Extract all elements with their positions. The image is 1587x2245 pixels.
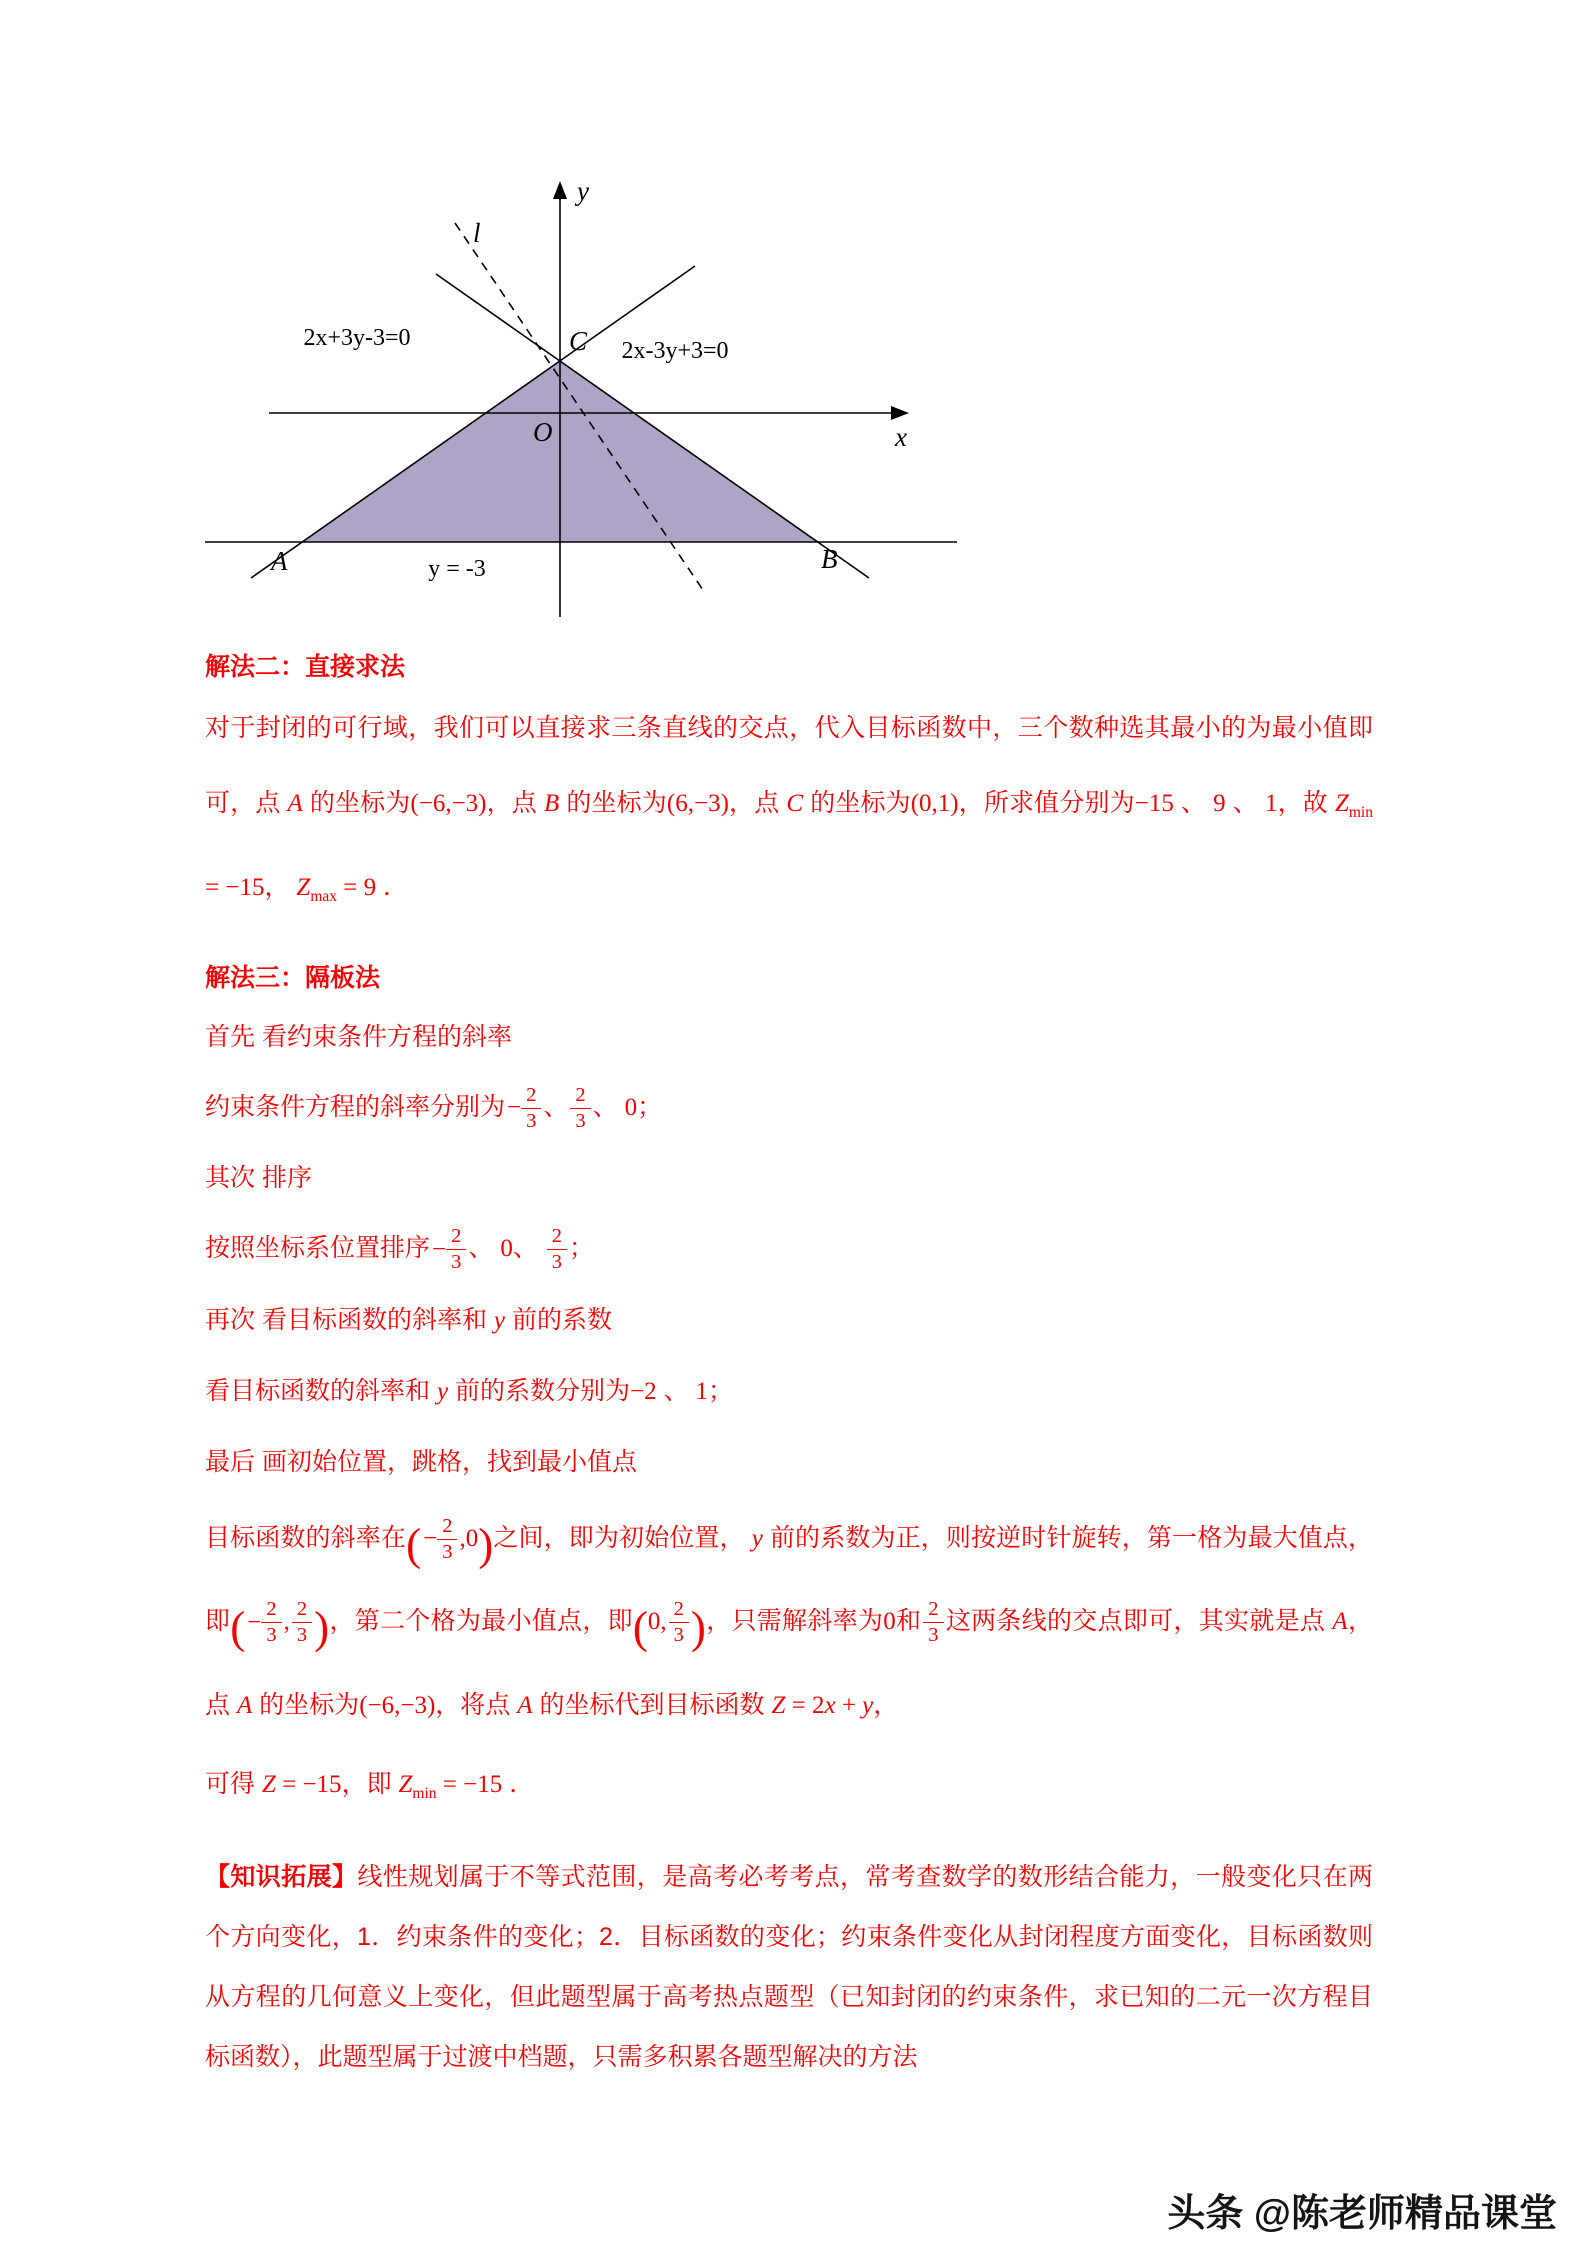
fraction: $\frac{2}{3}$ [923, 1598, 943, 1647]
math-var: B [544, 790, 560, 817]
text-run: 可得 [205, 1769, 262, 1798]
paragraph-knowledge-expansion [205, 1847, 1373, 2087]
big-paren: ( [406, 1519, 422, 1570]
equation-left-label: 2x+3y-3=0 [303, 325, 411, 351]
math-var: A [517, 1691, 533, 1719]
coordinate-plot [205, 168, 965, 623]
fraction: − $\frac{2}{3}$ [507, 1073, 541, 1143]
text-run: 约束条件方程的斜率分别为 [205, 1093, 506, 1121]
text-run: 再次 看目标函数的斜率和 [205, 1305, 494, 1334]
bold-label: 【知识拓展】 [205, 1862, 358, 1891]
paragraph-objective-slope [205, 1356, 1373, 1427]
math-num: 0 [500, 1235, 513, 1263]
paragraph-result [205, 1747, 1373, 1831]
math-num: (−6,−3) [359, 1691, 436, 1719]
text-run: ，故 [1277, 789, 1335, 817]
math-subscripted: $Z_{max}$ [296, 874, 337, 905]
text-run: 前的系数为正，则按逆时针旋转，第一格为最大值点，即 [205, 1523, 1373, 1636]
text-run: ； [569, 1234, 595, 1263]
math-var: Z [261, 1770, 276, 1798]
point-b-label: B [821, 544, 838, 574]
text-run: ； [708, 1376, 734, 1405]
paragraph-slopes [205, 1072, 1373, 1143]
heading-method-3: 解法三：隔板法 [205, 964, 381, 992]
fraction: $\frac{2}{3}$ [570, 1084, 590, 1133]
math-var: x [824, 1691, 836, 1719]
text-run: ，将点 [435, 1690, 518, 1719]
math-num: (6,−3) [666, 790, 729, 817]
big-paren: ) [314, 1602, 330, 1653]
math-var: y [751, 1524, 763, 1552]
big-paren: ( [632, 1602, 648, 1653]
math-var: y [862, 1691, 874, 1719]
math-subscripted: $Z_{min}$ [1334, 790, 1373, 821]
paragraph-step-first [205, 1002, 1373, 1072]
text-run: 线性规划属于不等式范围，是高考必考考点，常考查数学的数形结合能力，一般变化只在两个方向变化，1．约束条件的变化；2．目标函数的变化；约束条件变化从封闭程度方面变化，目标函数则从方程的几何意义上变化，但此题型属于高考热点题型（已知封闭的约束条件，求已知的二元一次方程目标函数），此题型属于过渡中档题，只需多积累各题型解决的方法 [205, 1862, 1373, 2071]
text-run: 前的系数 [505, 1305, 612, 1334]
math-var: A [287, 790, 303, 817]
text-run: ； [637, 1093, 663, 1121]
text-run: ，只需解斜率为 [705, 1607, 884, 1636]
math-num: = 2 [785, 1691, 825, 1719]
paragraph-step-third [205, 1285, 1373, 1356]
big-paren: ) [690, 1602, 706, 1653]
text-run: 之间，即为初始位置， [493, 1523, 752, 1552]
math-num: −15 [1134, 790, 1174, 817]
text-run: ，点 [486, 789, 545, 817]
math-subscripted: $Z_{min}$ [398, 1770, 437, 1802]
text-run: 、 [512, 1234, 545, 1263]
text-run: ，第二个格为最小值点，即 [329, 1607, 633, 1636]
equation-bottom-label: y = -3 [428, 556, 486, 582]
text-run: 的坐标代到目标函数 [532, 1690, 772, 1719]
text-run: 最后 画初始位置，跳格，找到最小值点 [205, 1447, 637, 1476]
paragraph-jump-grid [205, 1497, 1373, 1747]
big-paren: ) [478, 1519, 494, 1570]
fraction: $\frac{2}{3}$ [669, 1598, 689, 1647]
text-run: 、 [543, 1093, 569, 1121]
text-run: 、 [1173, 789, 1214, 817]
y-axis-label: y [577, 176, 589, 206]
equation-right-label: 2x-3y+3=0 [621, 338, 729, 364]
math-num: = −15 [275, 1770, 342, 1798]
text-run: 看目标函数的斜率和 [205, 1376, 437, 1405]
math-var: C [786, 790, 804, 817]
text-run: ，点 [205, 1607, 1373, 1719]
text-run: ． [502, 1769, 535, 1798]
math-num: 0 [883, 1608, 896, 1636]
heading-method-2: 解法二：直接求法 [205, 653, 406, 681]
text-run: ， [264, 873, 297, 901]
math-num: (−6,−3) [410, 790, 487, 817]
figure-linear-programming [205, 168, 965, 623]
text-run: 目标函数的斜率在 [205, 1523, 407, 1552]
paragraph-step-second [205, 1143, 1373, 1213]
paragraph-method-2 [205, 691, 1373, 934]
math-num: ,0 [459, 1524, 479, 1552]
math-num: 1 [1264, 790, 1278, 817]
text-run: 、 [1225, 789, 1265, 817]
x-axis-arrow-icon [891, 406, 909, 420]
text-run: ，即 [341, 1769, 399, 1798]
watermark: 头条 @陈老师精品课堂 [1167, 2193, 1557, 2235]
line-l-label: l [473, 218, 481, 248]
text-run: 、 [468, 1234, 501, 1263]
text-run: ，点 [728, 789, 787, 817]
text-run: 首先 看约束条件方程的斜率 [205, 1023, 512, 1051]
point-a-label: A [271, 546, 288, 576]
big-paren: ( [230, 1602, 246, 1653]
text-run: 和 [895, 1607, 922, 1636]
text-run: 的坐标为 [559, 789, 667, 817]
math-num: = −15 [205, 874, 265, 901]
math-num: = 9 [337, 874, 377, 901]
document-page [205, 168, 1373, 2087]
fraction: − $\frac{2}{3}$ [423, 1498, 457, 1580]
math-num: = −15 [436, 1770, 503, 1798]
math-num: , [283, 1608, 290, 1636]
math-num: 9 [1213, 790, 1226, 817]
origin-label: O [533, 417, 553, 447]
math-num: 0, [647, 1608, 667, 1636]
math-var: y [436, 1377, 449, 1405]
y-axis-arrow-icon [553, 181, 567, 199]
text-run: 的坐标为 [803, 789, 911, 817]
text-run: 的坐标为 [252, 1690, 360, 1719]
text-run: 前的系数分别为 [448, 1376, 631, 1405]
text-run: 这两条线的交点即可，其实就是点 [945, 1607, 1333, 1636]
math-num: + [835, 1691, 863, 1719]
text-run: ． [376, 873, 409, 901]
math-var: A [1332, 1608, 1348, 1636]
paragraph-ordering [205, 1213, 1373, 1284]
math-num: −2 [630, 1377, 657, 1405]
fraction: $\frac{2}{3}$ [547, 1225, 567, 1274]
math-var: y [493, 1306, 506, 1334]
text-run: 对于封闭的可行域，我们可以直接求三条直线的交点，代入目标函数中，三个数种选其最小的为最小值即可，点 [205, 714, 1373, 817]
point-c-label: C [569, 326, 588, 356]
x-axis-label: x [895, 422, 907, 452]
text-run: ， [873, 1690, 899, 1719]
math-num: (0,1) [910, 790, 959, 817]
text-run: 、 [656, 1376, 696, 1405]
math-var: Z [771, 1691, 786, 1719]
fraction: − $\frac{2}{3}$ [432, 1215, 466, 1285]
text-run: 其次 排序 [205, 1164, 312, 1193]
text-run: 、 [592, 1093, 625, 1121]
text-run: 按照坐标系位置排序 [205, 1234, 431, 1263]
paragraph-step-last [205, 1427, 1373, 1497]
math-var: A [236, 1691, 253, 1719]
fraction: $\frac{2}{3}$ [292, 1598, 312, 1647]
math-num: 0 [624, 1094, 638, 1121]
fraction: − $\frac{2}{3}$ [247, 1582, 281, 1664]
text-run: ，所求值分别为 [958, 789, 1135, 817]
math-num: 1 [695, 1377, 709, 1405]
text-run: 的坐标为 [302, 789, 411, 817]
